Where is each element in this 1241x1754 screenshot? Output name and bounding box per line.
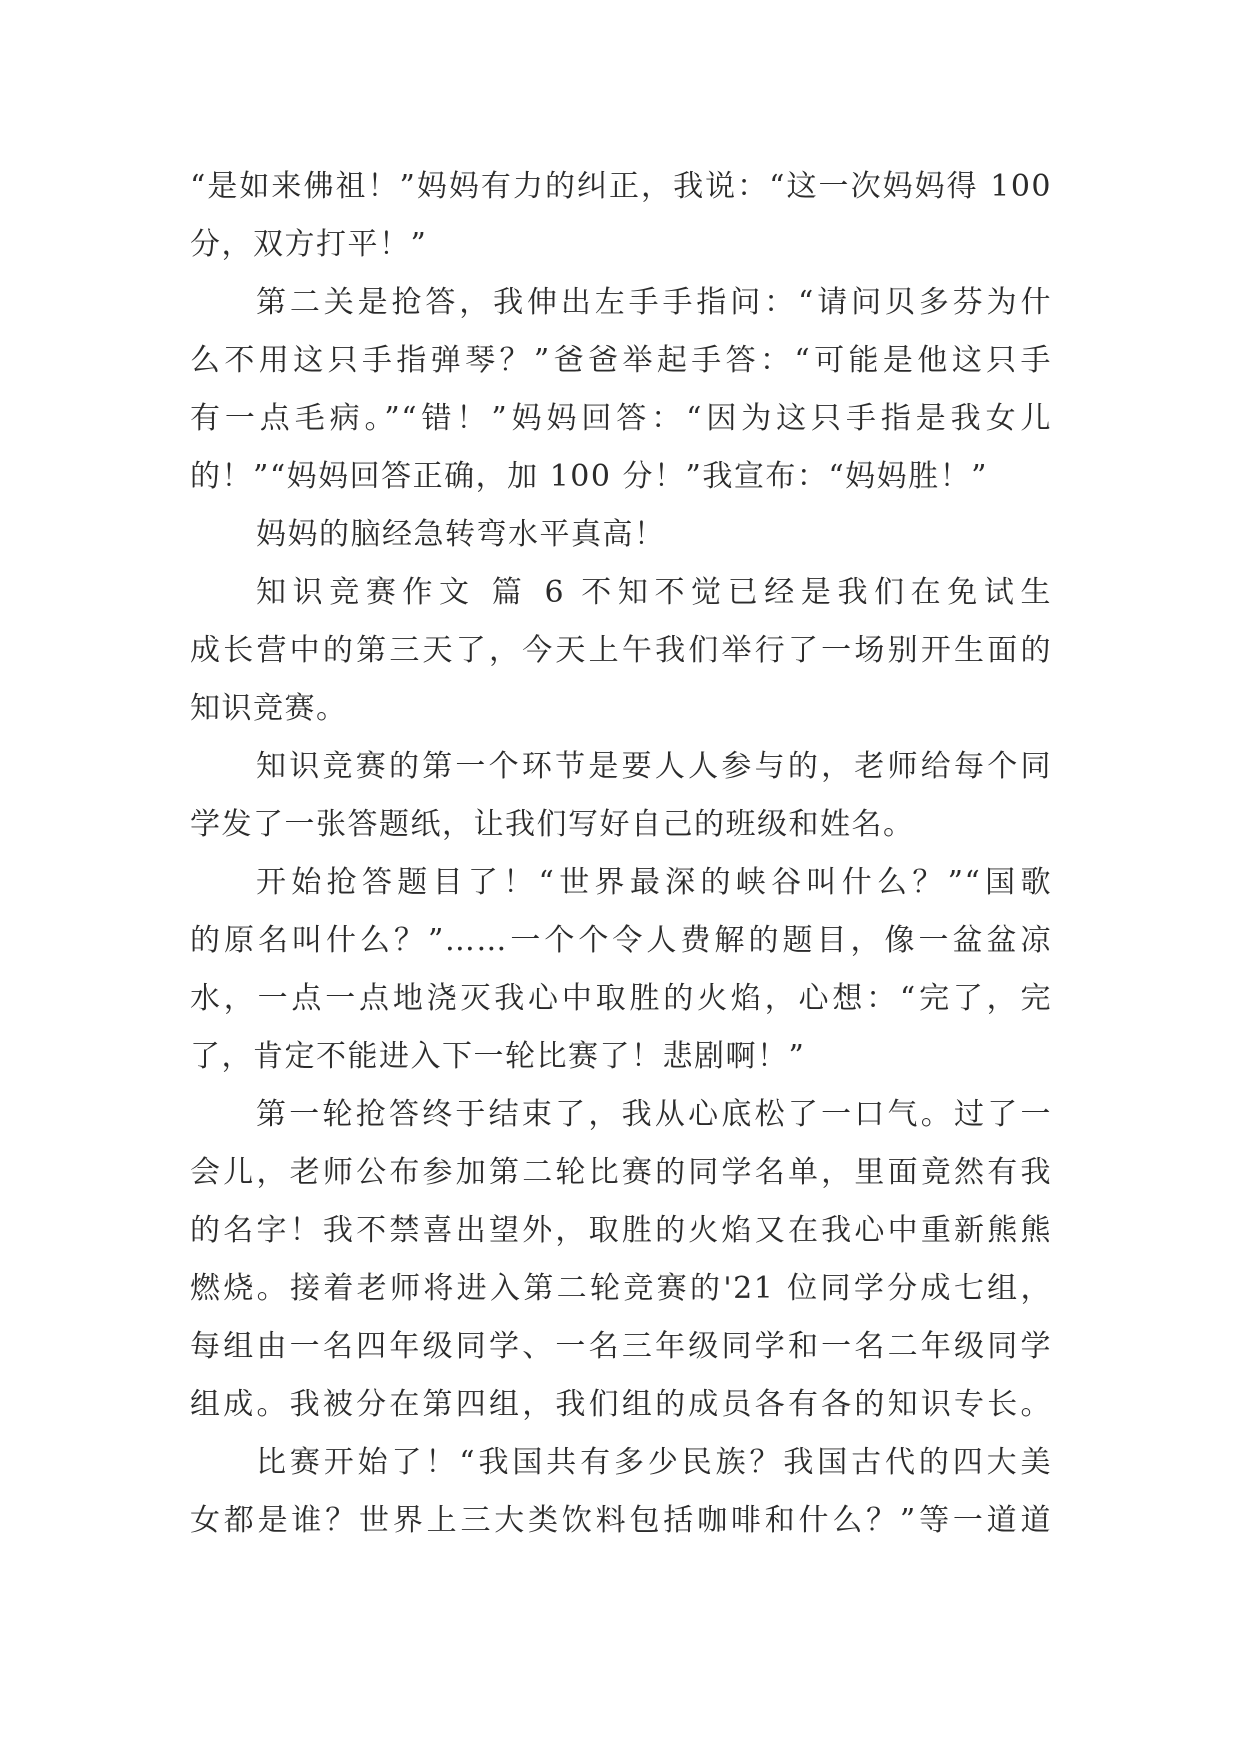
text-line: 会儿，老师公布参加第二轮比赛的同学名单，里面竟然有我 <box>190 1155 1052 1190</box>
text-line: 的原名叫什么？”……一个个令人费解的题目，像一盆盆凉 <box>190 923 1052 958</box>
text-line: 第二关是抢答，我伸出左手手指问：“请问贝多芬为什 <box>256 285 1052 320</box>
text-line: 比赛开始了！“我国共有多少民族？我国古代的四大美 <box>256 1445 1052 1480</box>
text-line: 水，一点一点地浇灭我心中取胜的火焰，心想：“完了，完 <box>190 981 1052 1016</box>
text-line: 知识竞赛。 <box>190 691 348 726</box>
text-line: 开始抢答题目了！“世界最深的峡谷叫什么？”“国歌 <box>256 865 1052 900</box>
text-line: 知识竞赛作文 篇 6 不知不觉已经是我们在免试生 <box>256 575 1052 610</box>
text-line: 的！”“妈妈回答正确，加 100 分！”我宣布：“妈妈胜！” <box>190 459 989 494</box>
text-line: 分，双方打平！” <box>190 227 428 262</box>
text-line: 妈妈的脑经急转弯水平真高！ <box>256 517 666 552</box>
text-line: 每组由一名四年级同学、一名三年级同学和一名二年级同学 <box>190 1329 1052 1364</box>
text-line: 知识竞赛的第一个环节是要人人参与的，老师给每个同 <box>256 749 1052 784</box>
text-line: 么不用这只手指弹琴？”爸爸举起手答：“可能是他这只手 <box>190 343 1052 378</box>
text-line: 的名字！我不禁喜出望外，取胜的火焰又在我心中重新熊熊 <box>190 1213 1052 1248</box>
text-line: 成长营中的第三天了，今天上午我们举行了一场别开生面的 <box>190 633 1052 668</box>
text-line: 组成。我被分在第四组，我们组的成员各有各的知识专长。 <box>190 1387 1052 1422</box>
text-line: 了，肯定不能进入下一轮比赛了！悲剧啊！” <box>190 1039 806 1074</box>
text-line: 女都是谁？世界上三大类饮料包括咖啡和什么？”等一道道 <box>190 1503 1052 1538</box>
text-line: 学发了一张答题纸，让我们写好自己的班级和姓名。 <box>190 807 915 842</box>
essay-body <box>190 158 1052 1550</box>
text-line: 有一点毛病。”“错！”妈妈回答：“因为这只手指是我女儿 <box>190 401 1052 436</box>
text-line: 燃烧。接着老师将进入第二轮竞赛的'21 位同学分成七组， <box>190 1271 1052 1306</box>
text-line: 第一轮抢答终于结束了，我从心底松了一口气。过了一 <box>256 1097 1052 1132</box>
text-line: “是如来佛祖！”妈妈有力的纠正，我说：“这一次妈妈得 100 <box>190 169 1052 204</box>
